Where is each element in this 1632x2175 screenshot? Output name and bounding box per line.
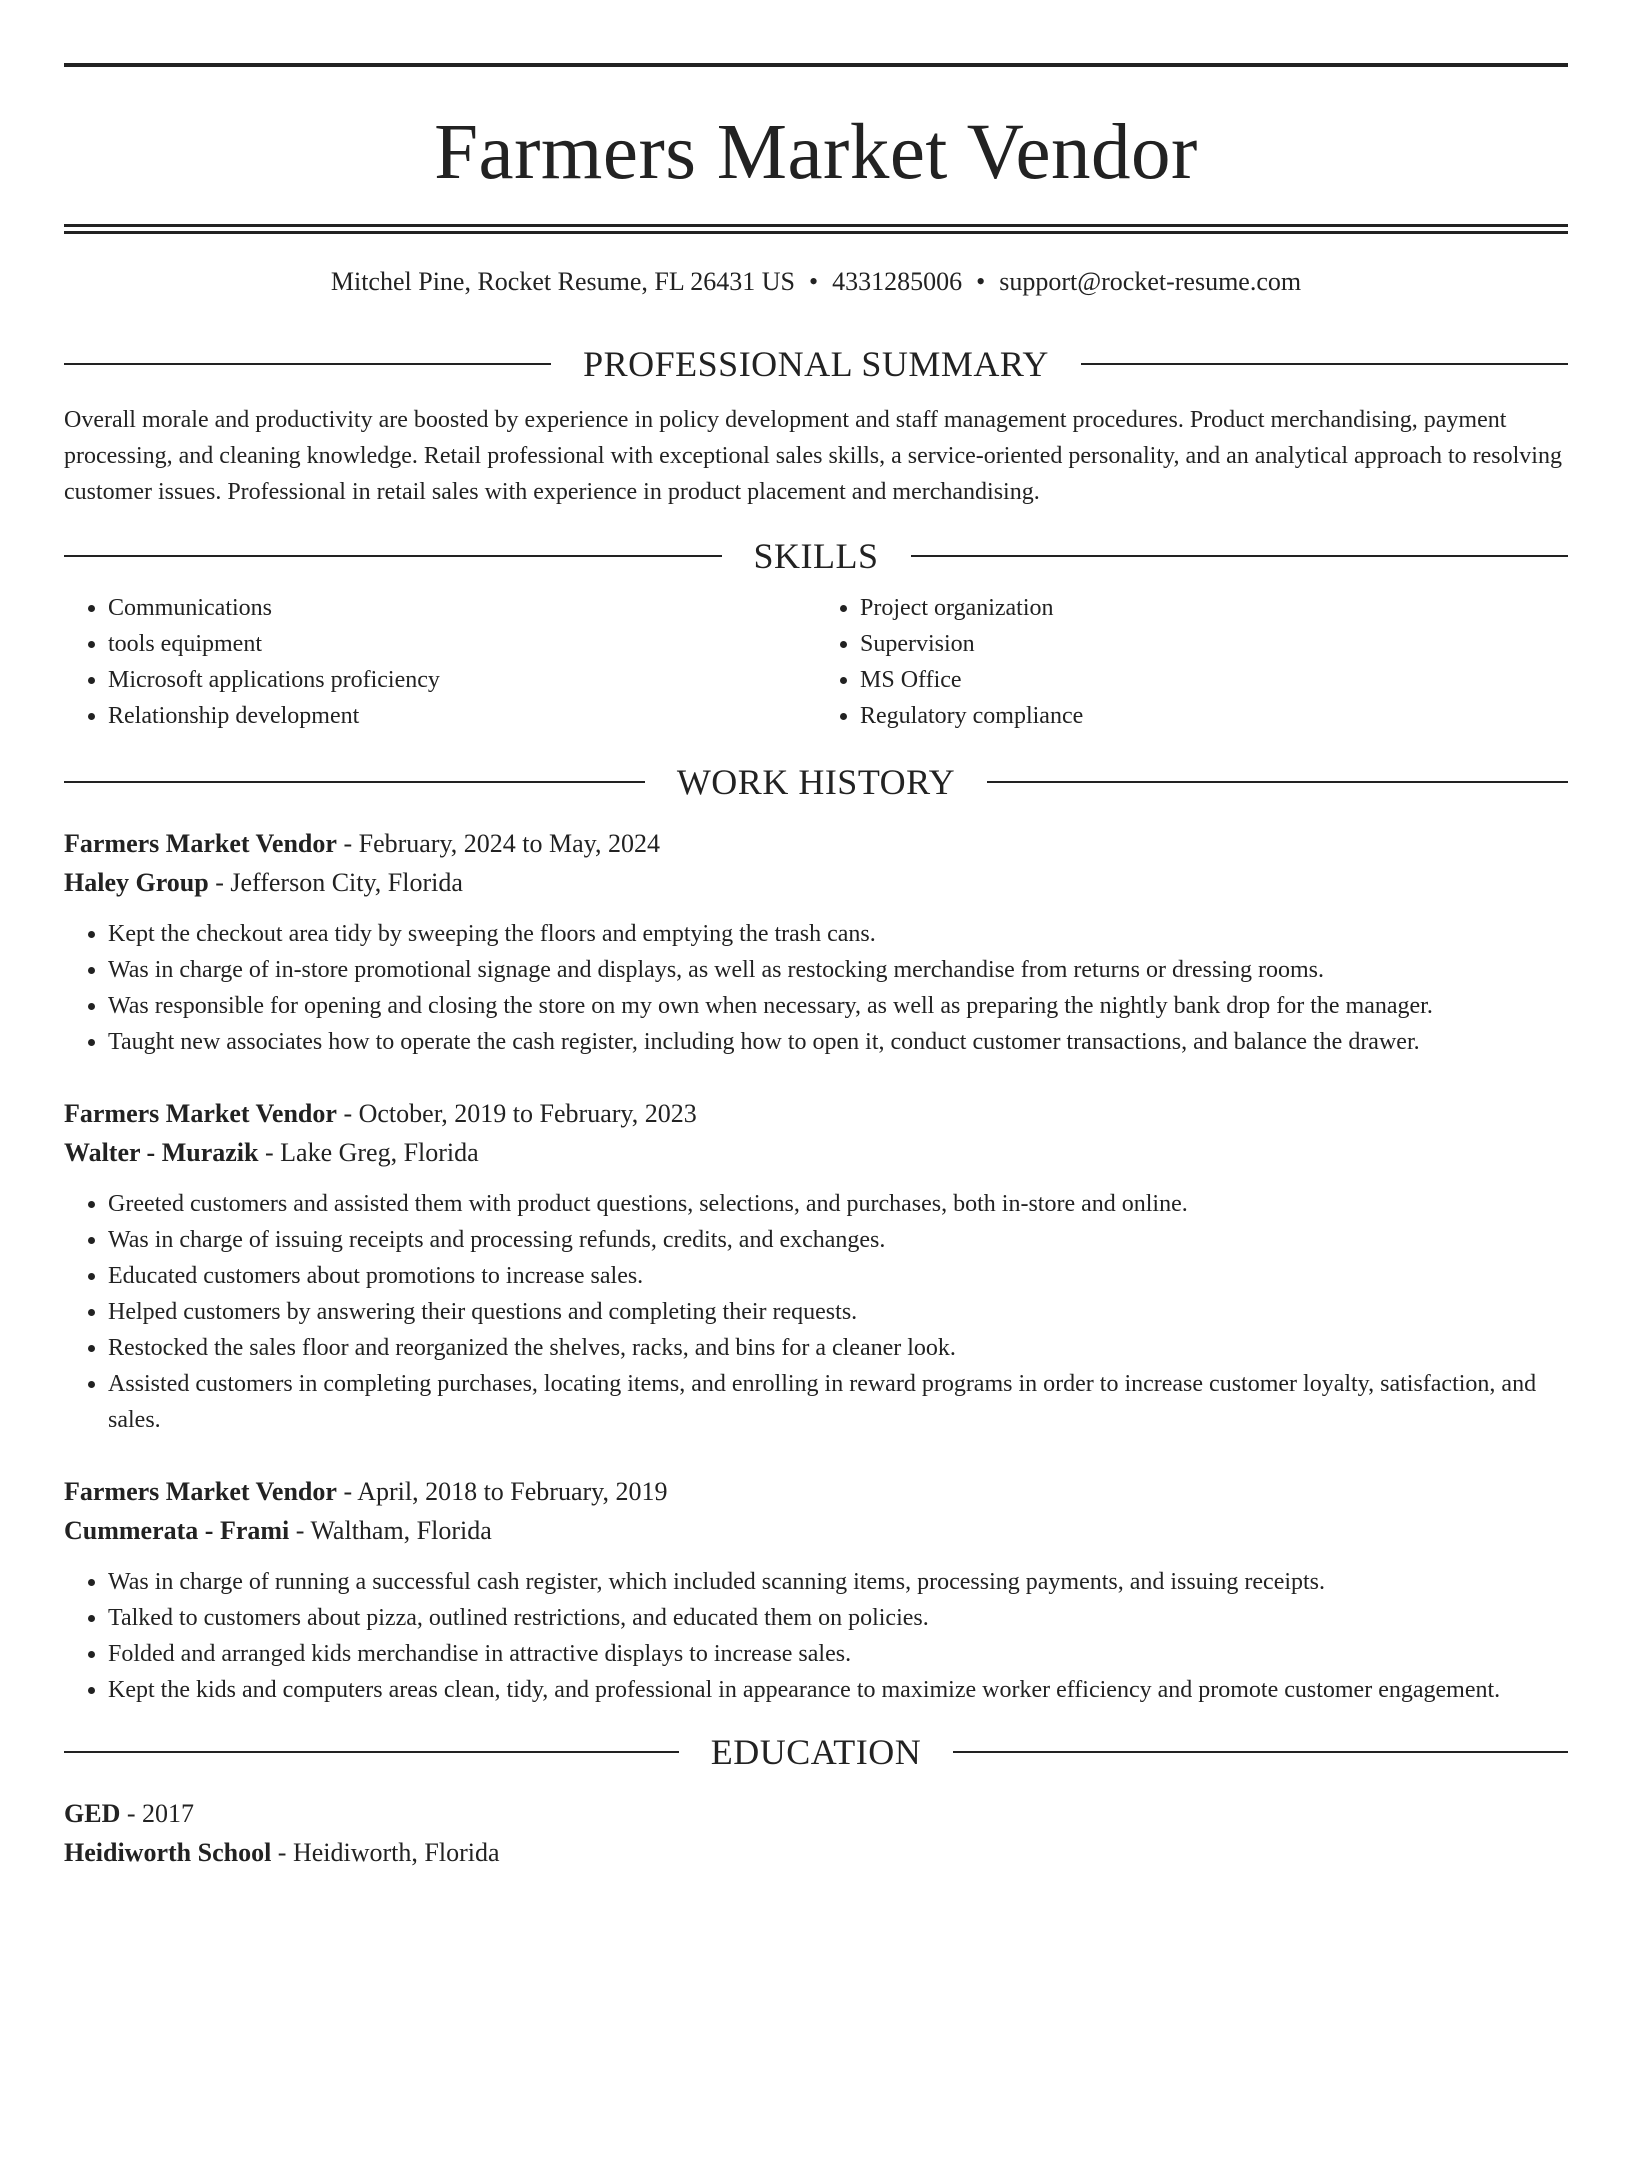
- resume-title: Farmers Market Vendor: [434, 109, 1198, 196]
- dash: -: [343, 1477, 353, 1506]
- education-section-header: [64, 1728, 1568, 1776]
- job-bullet: • Restocked the sales floor and reorganized the shelves, racks, and bins for a cleaner look.: [108, 1330, 1568, 1366]
- job-company-line: [64, 1133, 1568, 1172]
- contact-separator: •: [976, 267, 986, 296]
- skill-item: • MS Office: [860, 662, 1568, 698]
- skill-item: • Communications: [108, 590, 816, 626]
- job-bullets: [64, 916, 1568, 1060]
- job-bullets: [64, 1564, 1568, 1708]
- job-location: Lake Greg, Florida: [280, 1138, 479, 1167]
- education-year: 2017: [142, 1799, 195, 1828]
- job-bullet: • Talked to customers about pizza, outlined restrictions, and educated them on policies.: [108, 1600, 1568, 1636]
- contact-line: [64, 264, 1568, 300]
- contact-email: support@rocket-resume.com: [999, 267, 1302, 296]
- job-title-line: [64, 1472, 1568, 1511]
- job-role: Farmers Market Vendor: [64, 829, 337, 858]
- section-rule: [911, 555, 1569, 557]
- dash: -: [215, 868, 224, 897]
- job-bullet: • Was in charge of issuing receipts and processing refunds, credits, and exchanges.: [108, 1222, 1568, 1258]
- education-degree-line: [64, 1794, 1568, 1833]
- section-rule: [1081, 363, 1568, 365]
- job-company: Haley Group: [64, 868, 209, 897]
- job-entry: [64, 1472, 1568, 1708]
- education-heading: EDUCATION: [710, 1732, 922, 1772]
- section-rule: [64, 363, 551, 365]
- job-bullet: • Kept the checkout area tidy by sweeping the floors and emptying the trash cans.: [108, 916, 1568, 952]
- dash: -: [277, 1838, 287, 1867]
- skill-item: • Microsoft applications proficiency: [108, 662, 816, 698]
- education-school-line: [64, 1833, 1568, 1872]
- double-rule: [64, 224, 1568, 234]
- section-rule: [64, 781, 645, 783]
- skills-column-right: [816, 590, 1568, 734]
- resume-page: [0, 63, 1632, 2175]
- job-dates: February, 2024 to May, 2024: [358, 829, 660, 858]
- education-degree: GED: [64, 1799, 121, 1828]
- job-company: Walter - Murazik: [64, 1138, 259, 1167]
- job-bullet: • Assisted customers in completing purchases, locating items, and enrolling in reward programs in order to increase customer loyalty, satisfaction, and sales.: [108, 1366, 1568, 1438]
- job-bullet: • Folded and arranged kids merchandise in attractive displays to increase sales.: [108, 1636, 1568, 1672]
- skill-item: • Regulatory compliance: [860, 698, 1568, 734]
- job-bullet: • Was in charge of in-store promotional signage and displays, as well as restocking merchandise from returns or dressing rooms.: [108, 952, 1568, 988]
- education-school: Heidiworth School: [64, 1838, 272, 1867]
- job-title-line: [64, 824, 1568, 863]
- job-company: Cummerata - Frami: [64, 1516, 290, 1545]
- job-entry: [64, 1094, 1568, 1438]
- job-bullet: • Educated customers about promotions to increase sales.: [108, 1258, 1568, 1294]
- contact-phone: 4331285006: [832, 267, 963, 296]
- dash: -: [343, 829, 353, 858]
- contact-address: Mitchel Pine, Rocket Resume, FL 26431 US: [330, 267, 795, 296]
- skill-item: • Relationship development: [108, 698, 816, 734]
- section-rule: [953, 1751, 1568, 1753]
- contact-separator: •: [808, 267, 819, 296]
- skills-list: [64, 590, 1568, 734]
- skill-item: • Supervision: [860, 626, 1568, 662]
- dash: -: [264, 1138, 274, 1167]
- summary-text: Overall morale and productivity are boosted by experience in policy development and staff management procedures. Product merchandising, payment processing, and cleaning knowledge. Retail professional with exceptional sales skills, a service-oriented personality, and an analytical approach to resolving customer issues. Professional in retail sales with experience in product placement and merchandising.: [64, 407, 1562, 505]
- job-title-line: [64, 1094, 1568, 1133]
- job-bullets: [64, 1186, 1568, 1438]
- job-location: Waltham, Florida: [310, 1516, 492, 1545]
- job-role: Farmers Market Vendor: [64, 1477, 337, 1506]
- job-bullet: • Helped customers by answering their questions and completing their requests.: [108, 1294, 1568, 1330]
- job-location: Jefferson City, Florida: [230, 868, 463, 897]
- job-dates: October, 2019 to February, 2023: [358, 1099, 697, 1128]
- job-entry: [64, 824, 1568, 1060]
- job-bullet: • Kept the kids and computers areas clean, tidy, and professional in appearance to maximize worker efficiency and promote customer engagement.: [108, 1672, 1568, 1708]
- skills-heading: SKILLS: [753, 536, 879, 576]
- dash: -: [126, 1799, 136, 1828]
- dash: -: [295, 1516, 305, 1545]
- skill-item: • Project organization: [860, 590, 1568, 626]
- job-bullet: • Was in charge of running a successful cash register, which included scanning items, processing payments, and issuing receipts.: [108, 1564, 1568, 1600]
- education-location: Heidiworth, Florida: [292, 1838, 500, 1867]
- work-section-header: [64, 758, 1568, 806]
- section-rule: [64, 555, 722, 557]
- section-rule: [64, 1751, 679, 1753]
- skills-section-header: [64, 532, 1568, 580]
- job-role: Farmers Market Vendor: [64, 1099, 337, 1128]
- skills-column-left: [64, 590, 816, 734]
- job-bullet: • Taught new associates how to operate the cash register, including how to open it, conduct customer transactions, and balance the drawer.: [108, 1024, 1568, 1060]
- job-company-line: [64, 863, 1568, 902]
- section-rule: [987, 781, 1568, 783]
- job-company-line: [64, 1511, 1568, 1550]
- job-bullet: • Was responsible for opening and closing the store on my own when necessary, as well as preparing the nightly bank drop for the manager.: [108, 988, 1568, 1024]
- job-dates: April, 2018 to February, 2019: [357, 1477, 668, 1506]
- work-heading: WORK HISTORY: [676, 762, 956, 802]
- top-rule: [64, 63, 1568, 67]
- summary-heading: PROFESSIONAL SUMMARY: [583, 344, 1049, 384]
- summary-section-header: [64, 340, 1568, 388]
- skill-item: • tools equipment: [108, 626, 816, 662]
- dash: -: [343, 1099, 353, 1128]
- job-bullet: • Greeted customers and assisted them with product questions, selections, and purchases, both in-store and online.: [108, 1186, 1568, 1222]
- education-entry: [64, 1794, 1568, 1872]
